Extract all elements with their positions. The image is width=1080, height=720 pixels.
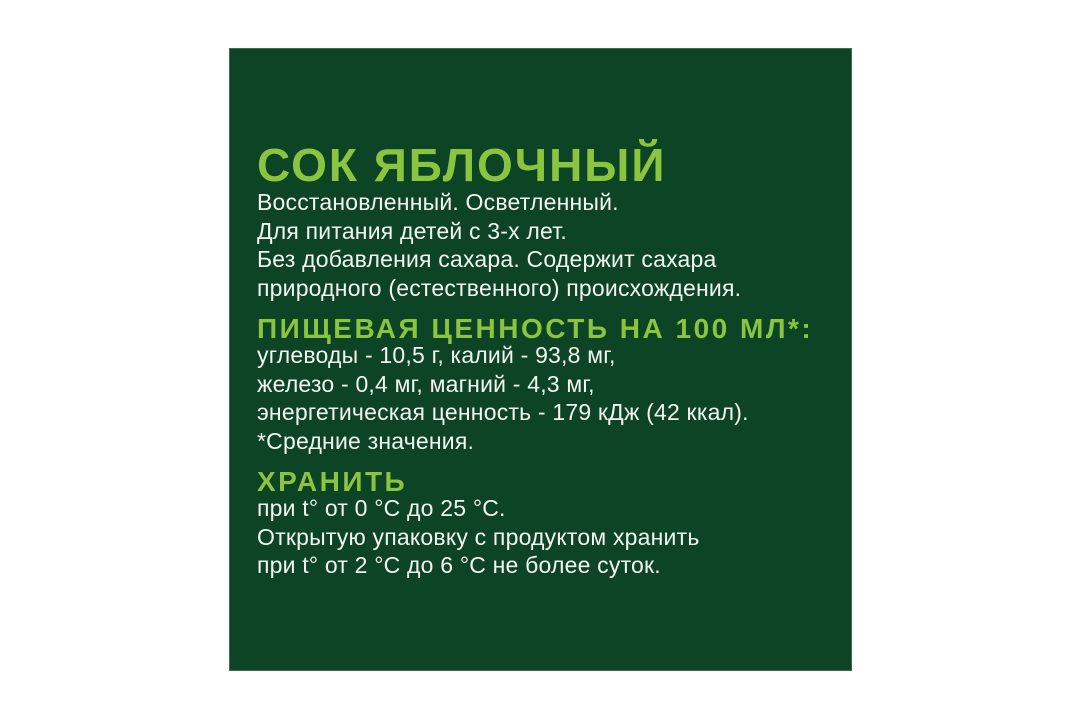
storage-heading: ХРАНИТЬ [257,466,408,497]
description-line: Восстановленный. Осветленный. [257,189,619,215]
nutrition-line: углеводы - 10,5 г, калий - 93,8 мг, [257,342,616,368]
label-panel [229,48,852,671]
storage-line: Открытую упаковку с продуктом хранить [257,523,700,550]
product-title: СОК ЯБЛОЧНЫЙ [257,139,667,191]
label-content [229,48,852,580]
storage-line: при t° от 2 °С до 6 °С не более суток. [257,552,661,578]
nutrition-heading: ПИЩЕВАЯ ЦЕННОСТЬ НА 100 МЛ*: [257,313,814,344]
storage-line: при t° от 0 °С до 25 °С. [257,495,506,521]
storage-instructions [257,494,838,580]
nutrition-line: энергетическая ценность - 179 кДж (42 ккал). [257,399,749,425]
product-description [257,188,838,302]
description-line: природного (естественного) происхождения. [257,274,742,301]
nutrition-line: *Средние значения. [257,427,475,454]
nutrition-line: железо - 0,4 мг, магний - 4,3 мг, [257,370,595,397]
description-line: Для питания детей с 3-х лет. [257,217,568,244]
nutrition-facts [257,341,838,455]
description-line: Без добавления сахара. Содержит сахара [257,246,717,272]
